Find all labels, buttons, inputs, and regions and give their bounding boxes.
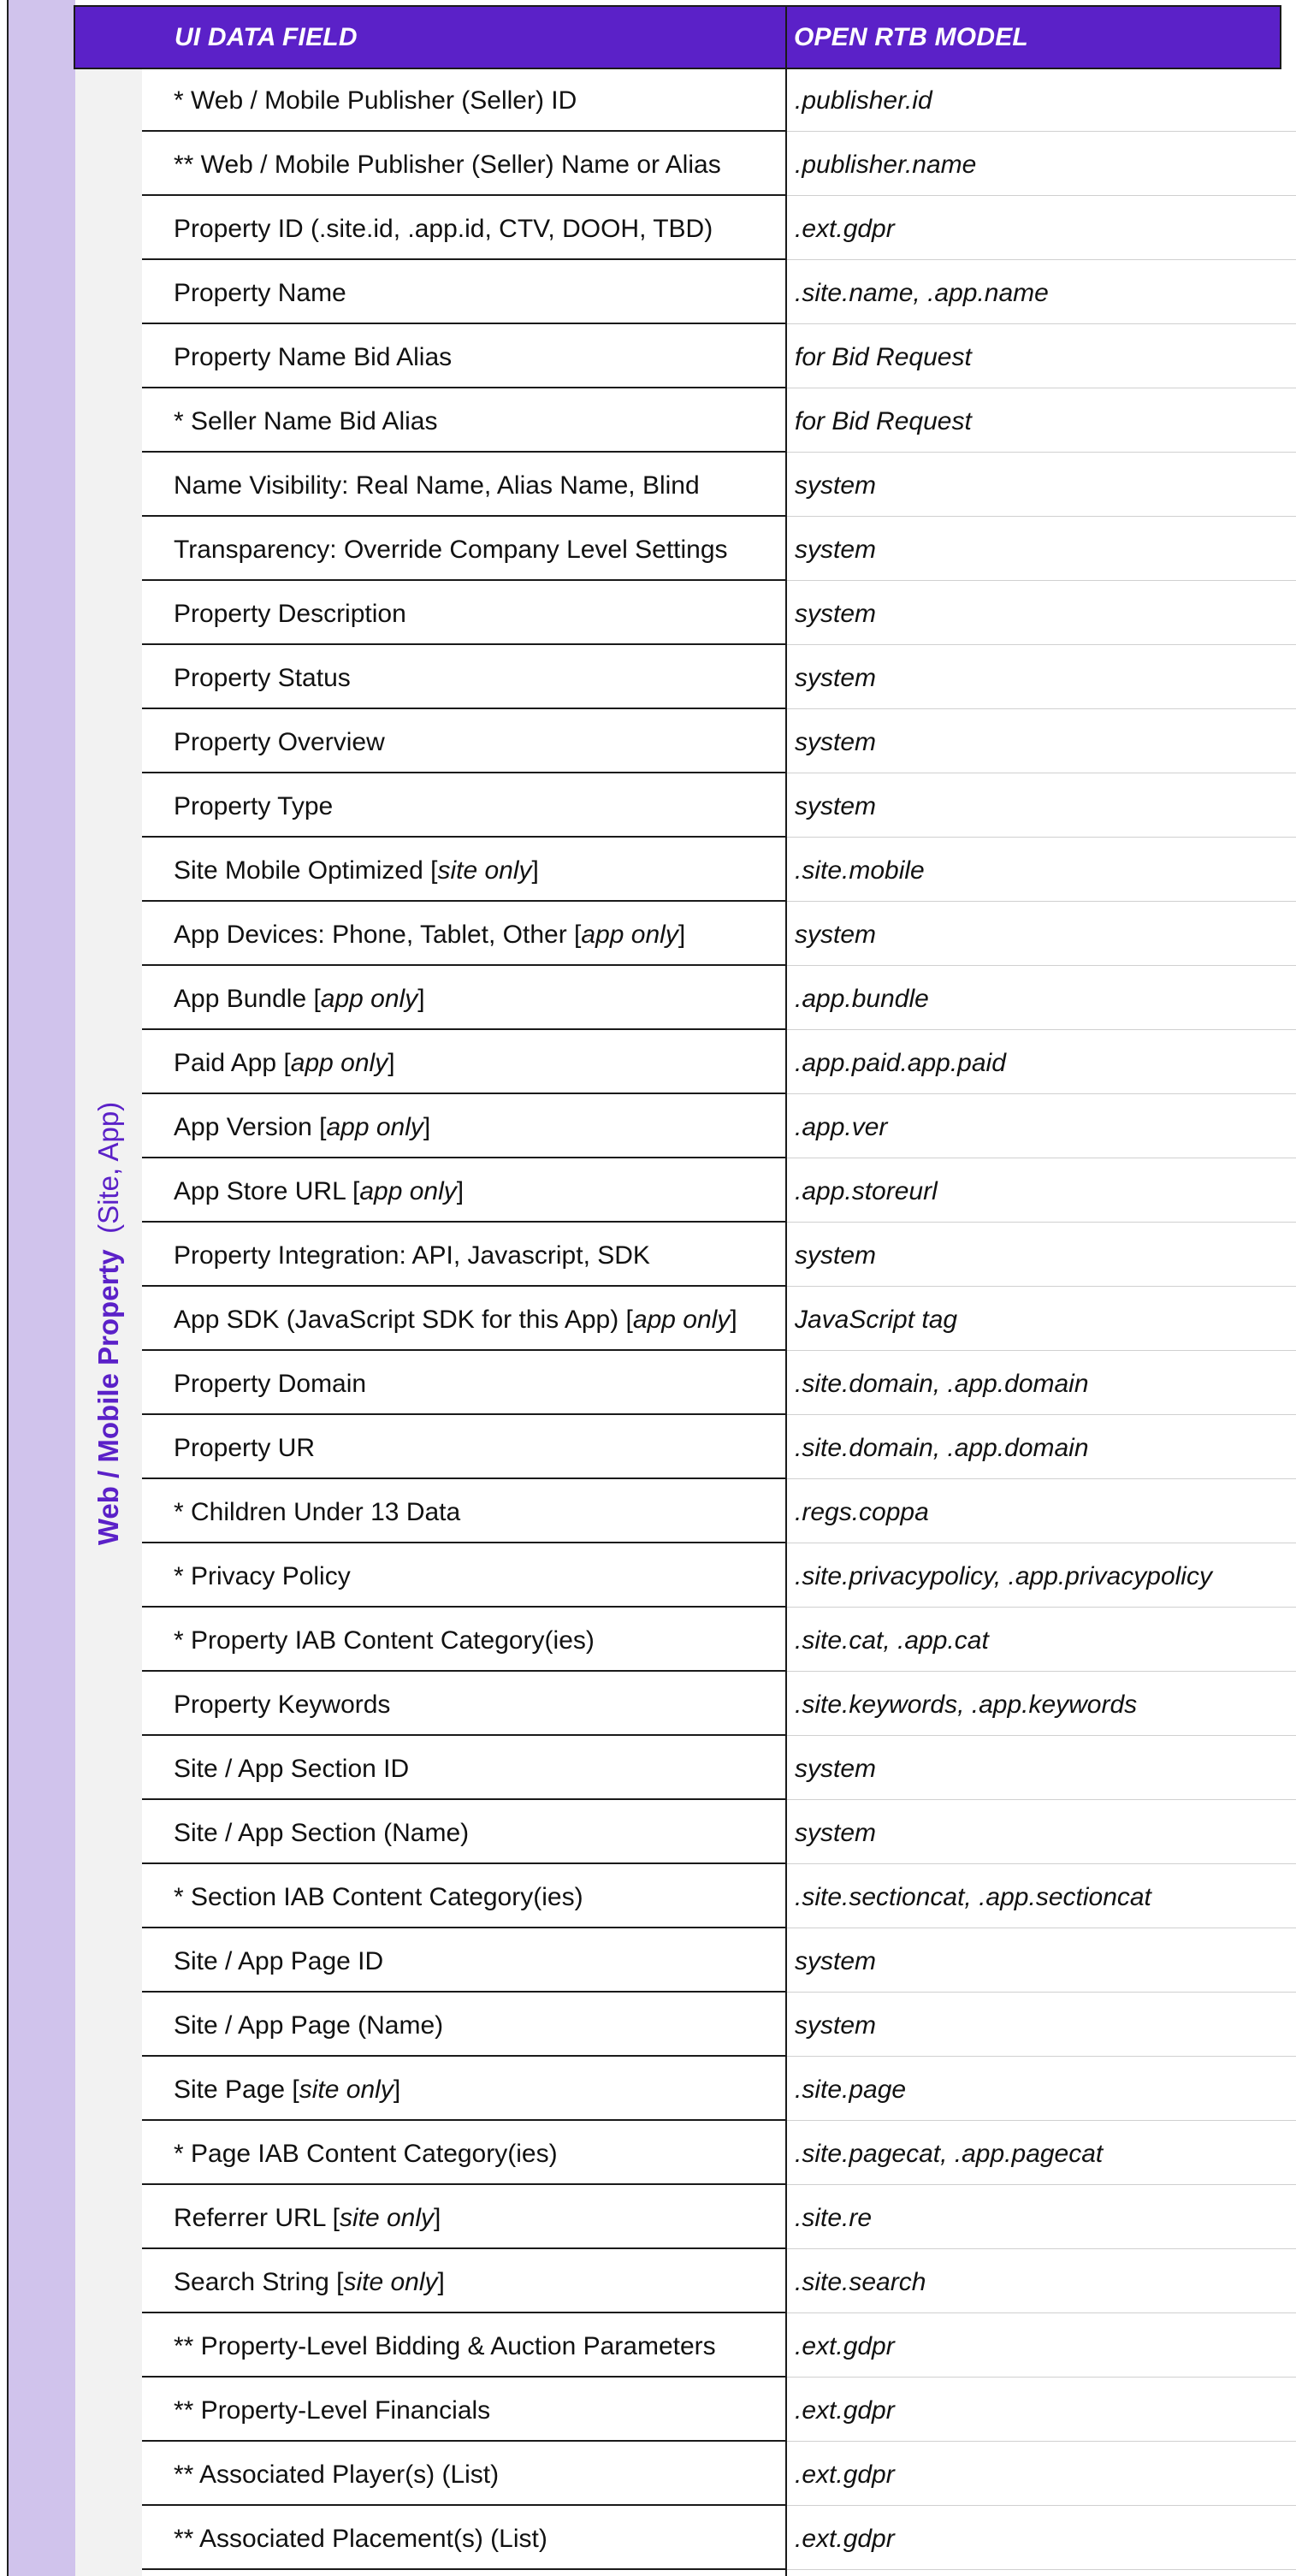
table-row — [142, 711, 1296, 775]
ui-data-field-cell[interactable] — [142, 839, 787, 902]
open-rtb-model-cell[interactable]: system — [787, 1994, 1296, 2057]
field-text: App SDK (JavaScript SDK for this App) [ — [174, 1306, 633, 1334]
ui-data-field-cell[interactable] — [142, 968, 787, 1030]
group-label-bold: Web / Mobile Property — [92, 1249, 124, 1546]
open-rtb-model-cell[interactable]: .site.name, .app.name — [787, 262, 1296, 324]
open-rtb-model-cell[interactable]: .site.page — [787, 2058, 1296, 2121]
field-text: Property Name Bid Alias — [174, 343, 453, 371]
field-text: Property ID (.site.id, .app.id, CTV, DOOH, TBD) — [174, 215, 713, 243]
open-rtb-model-cell[interactable]: .site.cat, .app.cat — [787, 1609, 1296, 1672]
field-text: Property Domain — [174, 1370, 367, 1398]
table-row — [142, 2058, 1296, 2123]
group-color-column — [9, 0, 75, 2576]
ui-data-field-cell[interactable] — [142, 69, 787, 132]
field-text: * Web / Mobile Publisher (Seller) ID — [174, 86, 577, 115]
field-text-end: ] — [437, 2268, 445, 2296]
field-text: Site / App Page (Name) — [174, 2011, 444, 2040]
open-rtb-model-cell[interactable]: .app.bundle — [787, 968, 1296, 1030]
field-text: ** Associated Placement(s) (List) — [174, 2525, 547, 2553]
open-rtb-model-cell[interactable]: system — [787, 775, 1296, 838]
table-row — [142, 1417, 1296, 1481]
ui-data-field-cell[interactable] — [142, 2058, 787, 2121]
open-rtb-model-cell[interactable]: system — [787, 583, 1296, 645]
ui-data-field-cell[interactable] — [142, 1545, 787, 1608]
field-qualifier: site only — [437, 856, 532, 885]
open-rtb-model-cell[interactable]: system — [787, 1802, 1296, 1864]
field-text-end: ] — [456, 1177, 465, 1205]
ui-data-field-cell[interactable] — [142, 1288, 787, 1351]
table-row — [142, 1160, 1296, 1224]
open-rtb-model-cell[interactable]: .ext.gdpr — [787, 2443, 1296, 2506]
open-rtb-model-cell[interactable]: .site.domain, .app.domain — [787, 1353, 1296, 1415]
field-qualifier: app only — [290, 1049, 388, 1077]
open-rtb-model-cell[interactable]: system — [787, 1224, 1296, 1287]
open-rtb-model-cell[interactable]: .site.pagecat, .app.pagecat — [787, 2123, 1296, 2185]
table-row — [142, 1738, 1296, 1802]
field-text: ** Property-Level Bidding & Auction Parameters — [174, 2332, 716, 2360]
table-row — [142, 133, 1296, 198]
field-text: * Page IAB Content Category(ies) — [174, 2140, 558, 2168]
table-row — [142, 2251, 1296, 2315]
open-rtb-model-cell[interactable]: .regs.coppa — [787, 1481, 1296, 1543]
field-text: Site / App Section (Name) — [174, 1819, 470, 1847]
field-text: ** Associated Player(s) (List) — [174, 2461, 500, 2489]
field-qualifier: app only — [581, 921, 678, 949]
row-gutter — [0, 0, 9, 2576]
open-rtb-model-cell[interactable]: .ext.gdpr — [787, 2508, 1296, 2570]
open-rtb-model-cell[interactable]: .site.privacypolicy, .app.privacypolicy — [787, 1545, 1296, 1608]
field-text: Property Overview — [174, 728, 385, 756]
open-rtb-model-cell[interactable]: .site.keywords, .app.keywords — [787, 1673, 1296, 1736]
open-rtb-model-cell[interactable]: .site.domain, .app.domain — [787, 1417, 1296, 1479]
table-row — [142, 262, 1296, 326]
table-row — [142, 1096, 1296, 1160]
ui-data-field-cell[interactable] — [142, 1353, 787, 1415]
table-row — [142, 198, 1296, 262]
field-text: Site / App Section ID — [174, 1755, 410, 1783]
field-text: Referrer URL [ — [174, 2204, 340, 2232]
field-text: Property Keywords — [174, 1691, 391, 1719]
field-text: App Store URL [ — [174, 1177, 360, 1205]
ui-data-field-cell[interactable] — [142, 1738, 787, 1800]
field-text-end: ] — [434, 2204, 441, 2232]
ui-data-field-cell[interactable] — [142, 1609, 787, 1672]
open-rtb-model-cell[interactable]: system — [787, 647, 1296, 709]
open-rtb-model-cell[interactable]: for Bid Request — [787, 326, 1296, 388]
table-row — [142, 1866, 1296, 1930]
field-text: ** Web / Mobile Publisher (Seller) Name or Alias — [174, 151, 721, 179]
group-label-normal: (Site, App) — [92, 1101, 124, 1234]
table-row — [142, 2508, 1296, 2572]
field-text-end: ] — [417, 985, 425, 1013]
table-row — [142, 326, 1296, 390]
field-text-end: ] — [678, 921, 686, 949]
open-rtb-model-cell[interactable]: system — [787, 903, 1296, 966]
field-text: App Bundle [ — [174, 985, 321, 1013]
table-row — [142, 518, 1296, 583]
open-rtb-model-cell[interactable]: .ext.gdpr — [787, 2379, 1296, 2442]
field-text: Property Integration: API, Javascript, SDK — [174, 1241, 650, 1270]
table-row — [142, 2187, 1296, 2251]
ui-data-field-cell[interactable] — [142, 1096, 787, 1158]
table-row — [142, 647, 1296, 711]
ui-data-field-cell[interactable] — [142, 1160, 787, 1223]
field-text: Site Page [ — [174, 2076, 299, 2104]
field-qualifier: site only — [339, 2204, 434, 2232]
field-text: Property Status — [174, 664, 351, 692]
open-rtb-model-cell[interactable]: system — [787, 518, 1296, 581]
field-text-end: ] — [393, 2076, 401, 2104]
table-header — [74, 5, 1281, 69]
ui-data-field-cell[interactable] — [142, 2315, 787, 2378]
open-rtb-model-cell[interactable]: .app.paid.app.paid — [787, 1032, 1296, 1094]
ui-data-field-cell[interactable] — [142, 262, 787, 324]
field-text-end: ] — [423, 1113, 431, 1141]
open-rtb-model-cell[interactable]: .site.search — [787, 2251, 1296, 2313]
field-text: * Privacy Policy — [174, 1562, 351, 1590]
table-row — [142, 1032, 1296, 1096]
ui-data-field-cell[interactable] — [142, 1673, 787, 1736]
table-row — [142, 903, 1296, 968]
open-rtb-model-cell[interactable]: .site.mobile — [787, 839, 1296, 902]
open-rtb-model-cell[interactable]: for Bid Request — [787, 390, 1296, 453]
ui-data-field-cell[interactable] — [142, 454, 787, 517]
field-text-end: ] — [531, 856, 539, 885]
table-row — [142, 583, 1296, 647]
field-text: App Devices: Phone, Tablet, Other [ — [174, 921, 582, 949]
column-divider — [785, 69, 787, 2576]
open-rtb-model-cell[interactable]: .publisher.id — [787, 69, 1296, 132]
table-row — [142, 1545, 1296, 1609]
ui-data-field-cell[interactable] — [142, 583, 787, 645]
table-row — [142, 2379, 1296, 2443]
ui-data-field-cell[interactable] — [142, 1032, 787, 1094]
ui-data-field-cell[interactable] — [142, 198, 787, 260]
field-text: Property Description — [174, 600, 406, 628]
ui-data-field-cell[interactable] — [142, 2187, 787, 2249]
ui-data-field-cell[interactable] — [142, 2123, 787, 2185]
ui-data-field-cell[interactable] — [142, 1224, 787, 1287]
field-qualifier: app only — [326, 1113, 423, 1141]
open-rtb-model-cell[interactable]: .site.re — [787, 2187, 1296, 2249]
field-text: Paid App [ — [174, 1049, 291, 1077]
ui-data-field-cell[interactable] — [142, 903, 787, 966]
open-rtb-model-cell[interactable]: system — [787, 454, 1296, 517]
field-text: Site / App Page ID — [174, 1947, 384, 1975]
table-row — [142, 1930, 1296, 1994]
field-text: Site Mobile Optimized [ — [174, 856, 438, 885]
table-row — [142, 839, 1296, 903]
field-text: * Seller Name Bid Alias — [174, 407, 438, 435]
field-text: * Section IAB Content Category(ies) — [174, 1883, 583, 1911]
group-label-cell[interactable] — [75, 69, 142, 2576]
field-text: Name Visibility: Real Name, Alias Name, Blind — [174, 471, 700, 500]
open-rtb-model-cell[interactable]: .ext.gdpr — [787, 2315, 1296, 2378]
open-rtb-model-cell[interactable]: system — [787, 1738, 1296, 1800]
ui-data-field-cell[interactable] — [142, 711, 787, 773]
table-row — [142, 2315, 1296, 2379]
table-row — [142, 1994, 1296, 2058]
header-open-rtb-model[interactable]: OPEN RTB MODEL — [794, 23, 1028, 51]
open-rtb-model-cell[interactable]: system — [787, 711, 1296, 773]
ui-data-field-cell[interactable] — [142, 1481, 787, 1543]
field-text: Property UR — [174, 1434, 316, 1462]
ui-data-field-cell[interactable] — [142, 2251, 787, 2313]
table-row — [142, 390, 1296, 454]
ui-data-field-cell[interactable] — [142, 775, 787, 838]
group-label — [92, 1102, 125, 1545]
field-qualifier: app only — [632, 1306, 731, 1334]
table-row — [142, 1353, 1296, 1417]
open-rtb-model-cell[interactable]: .publisher.name — [787, 133, 1296, 196]
field-qualifier: site only — [343, 2268, 438, 2296]
table-row — [142, 454, 1296, 518]
table-row — [142, 2443, 1296, 2508]
table-row — [142, 2123, 1296, 2187]
open-rtb-model-cell[interactable]: .app.ver — [787, 1096, 1296, 1158]
field-qualifier: app only — [320, 985, 418, 1013]
table-row — [142, 1802, 1296, 1866]
field-qualifier: site only — [299, 2076, 394, 2104]
ui-data-field-cell[interactable] — [142, 647, 787, 709]
field-text: * Property IAB Content Category(ies) — [174, 1626, 595, 1655]
open-rtb-model-cell[interactable]: .site.sectioncat, .app.sectioncat — [787, 1866, 1296, 1928]
table-row — [142, 775, 1296, 839]
ui-data-field-cell[interactable] — [142, 1930, 787, 1993]
table-row — [142, 1481, 1296, 1545]
field-qualifier: app only — [359, 1177, 457, 1205]
table-row — [142, 1609, 1296, 1673]
header-ui-data-field[interactable]: UI DATA FIELD — [175, 23, 358, 51]
field-text: * Children Under 13 Data — [174, 1498, 461, 1526]
field-text: Transparency: Override Company Level Settings — [174, 536, 728, 564]
field-text: Property Type — [174, 792, 334, 820]
table-body — [142, 69, 1296, 2572]
ui-data-field-cell[interactable] — [142, 2508, 787, 2570]
ui-data-field-cell[interactable] — [142, 1802, 787, 1864]
ui-data-field-cell[interactable] — [142, 326, 787, 388]
ui-data-field-cell[interactable] — [142, 518, 787, 581]
ui-data-field-cell[interactable] — [142, 1866, 787, 1928]
table-row — [142, 69, 1296, 133]
table-row — [142, 968, 1296, 1032]
field-text-end: ] — [388, 1049, 395, 1077]
open-rtb-model-cell[interactable]: JavaScript tag — [787, 1288, 1296, 1351]
field-text: Property Name — [174, 279, 346, 307]
ui-data-field-cell[interactable] — [142, 133, 787, 196]
header-divider — [785, 7, 787, 68]
open-rtb-model-cell[interactable]: system — [787, 1930, 1296, 1993]
ui-data-field-cell[interactable] — [142, 390, 787, 453]
open-rtb-model-cell[interactable]: .ext.gdpr — [787, 198, 1296, 260]
ui-data-field-cell[interactable] — [142, 2443, 787, 2506]
table-row — [142, 1224, 1296, 1288]
field-text: ** Property-Level Financials — [174, 2396, 491, 2425]
table-row — [142, 1288, 1296, 1353]
field-text: App Version [ — [174, 1113, 327, 1141]
ui-data-field-cell[interactable] — [142, 2379, 787, 2442]
ui-data-field-cell[interactable] — [142, 1994, 787, 2057]
table-row — [142, 1673, 1296, 1738]
field-text: Search String [ — [174, 2268, 344, 2296]
open-rtb-model-cell[interactable]: .app.storeurl — [787, 1160, 1296, 1223]
field-text-end: ] — [730, 1306, 737, 1334]
ui-data-field-cell[interactable] — [142, 1417, 787, 1479]
